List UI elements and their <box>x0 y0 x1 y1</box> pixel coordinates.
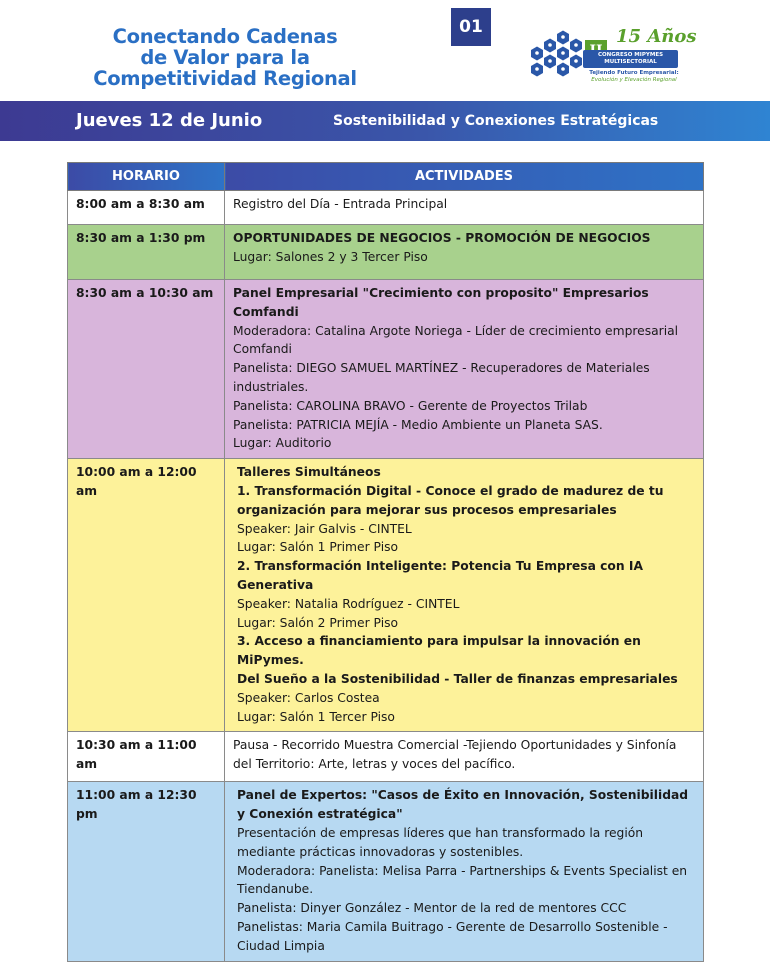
activity-line: Moderadora: Catalina Argote Noriega - Líder de crecimiento empresarial Comfandi <box>233 323 679 357</box>
activity-line: 1. Transformación Digital - Conoce el grado de madurez de tu organización para mejorar sus procesos empresariales <box>237 483 664 517</box>
banner-theme: Sostenibilidad y Conexiones Estratégicas <box>333 113 659 129</box>
activity-line: Panelistas: Maria Camila Buitrago - Gerente de Desarrollo Sostenible - Ciudad Limpia <box>237 919 668 953</box>
event-title-line: de Valor para la <box>140 46 310 69</box>
time-cell: 8:00 am a 8:30 am <box>68 191 225 225</box>
activity-line: Panel Empresarial "Crecimiento con proposito" Empresarios Comfandi <box>233 286 649 319</box>
table-row <box>68 732 704 782</box>
time-cell: 11:00 am a 12:30 pm <box>68 782 225 961</box>
logo-band <box>583 50 678 68</box>
table-row <box>68 782 704 961</box>
activity-line: Lugar: Auditorio <box>233 436 332 451</box>
activity-cell <box>225 191 704 225</box>
schedule-table <box>67 162 704 962</box>
activity-line: Panelista: Dinyer González - Mentor de la red de mentores CCC <box>237 901 627 916</box>
activity-line: 2. Transformación Inteligente: Potencia Tu Empresa con IA Generativa <box>237 559 644 592</box>
activity-line: Panelista: DIEGO SAMUEL MARTÍNEZ - Recuperadores de Materiales industriales. <box>233 361 650 394</box>
activity-cell <box>225 280 704 459</box>
table-row <box>68 459 704 732</box>
activity-cell <box>225 225 704 280</box>
activity-cell <box>225 782 704 961</box>
schedule-header-row <box>68 163 704 191</box>
activity-line: Del Sueño a la Sostenibilidad - Taller de finanzas empresariales <box>237 671 678 686</box>
table-row <box>68 225 704 280</box>
table-row <box>68 280 704 459</box>
header-actividades: ACTIVIDADES <box>225 163 704 191</box>
logo-band-line: MULTISECTORIAL <box>604 59 657 65</box>
time-cell: 10:00 am a 12:00 am <box>68 459 225 732</box>
activity-line: Speaker: Jair Galvis - CINTEL <box>237 521 412 536</box>
activity-cell <box>225 459 704 732</box>
banner-date: Jueves 12 de Junio <box>76 110 263 131</box>
day-banner <box>0 101 770 141</box>
event-title <box>80 26 370 89</box>
schedule-body <box>68 191 704 962</box>
logo-tagline <box>588 70 680 83</box>
table-row <box>68 191 704 225</box>
logo-band-line: CONGRESO MIPYMES <box>597 52 664 58</box>
activity-line: Lugar: Salón 1 Tercer Piso <box>237 709 395 724</box>
activity-line: Speaker: Natalia Rodríguez - CINTEL <box>237 596 460 611</box>
event-title-line: Conectando Cadenas <box>112 25 338 48</box>
activity-line: Pausa - Recorrido Muestra Comercial -Tejiendo Oportunidades y Sinfonía del Territorio: Arte, letras y voces del pacífico. <box>233 738 677 772</box>
activity-line: Lugar: Salón 2 Primer Piso <box>237 615 399 630</box>
time-cell: 8:30 am a 1:30 pm <box>68 225 225 280</box>
activity-line: Speaker: Carlos Costea <box>237 690 380 705</box>
activity-line: OPORTUNIDADES DE NEGOCIOS - PROMOCIÓN DE NEGOCIOS <box>233 231 651 245</box>
logo-tagline-line: Evolución y Elevación Regional <box>591 76 677 83</box>
activity-line: Presentación de empresas líderes que han transformado la región mediante prácticas innovadoras y sostenibles. <box>237 825 644 859</box>
activity-line: Lugar: Salón 1 Primer Piso <box>237 540 399 555</box>
logo-years: 15 Años <box>616 26 697 47</box>
event-title-line: Competitividad Regional <box>93 67 357 90</box>
time-cell: 8:30 am a 10:30 am <box>68 280 225 459</box>
activity-line: Panelista: CAROLINA BRAVO - Gerente de Proyectos Trilab <box>233 398 588 413</box>
activity-line: Panel de Expertos: "Casos de Éxito en Innovación, Sostenibilidad y Conexión estratégica" <box>237 788 689 822</box>
activity-line: Talleres Simultáneos <box>237 465 381 480</box>
activity-line: 3. Acceso a financiamiento para impulsar la innovación en MiPymes. <box>237 634 641 668</box>
activity-cell <box>225 732 704 782</box>
page-number: 01 <box>451 8 491 46</box>
time-cell: 10:30 am a 11:00 am <box>68 732 225 782</box>
activity-line: Lugar: Salones 2 y 3 Tercer Piso <box>233 249 428 264</box>
activity-line: Registro del Día - Entrada Principal <box>233 197 448 211</box>
logo-tagline-line: Tejiendo Futuro Empresarial: <box>589 70 679 76</box>
activity-line: Moderadora: Panelista: Melisa Parra - Partnerships & Events Specialist en Tiendanube. <box>237 863 688 897</box>
activity-line: Panelista: PATRICIA MEJÍA - Medio Ambiente un Planeta SAS. <box>233 417 603 432</box>
header-horario: HORARIO <box>68 163 225 191</box>
